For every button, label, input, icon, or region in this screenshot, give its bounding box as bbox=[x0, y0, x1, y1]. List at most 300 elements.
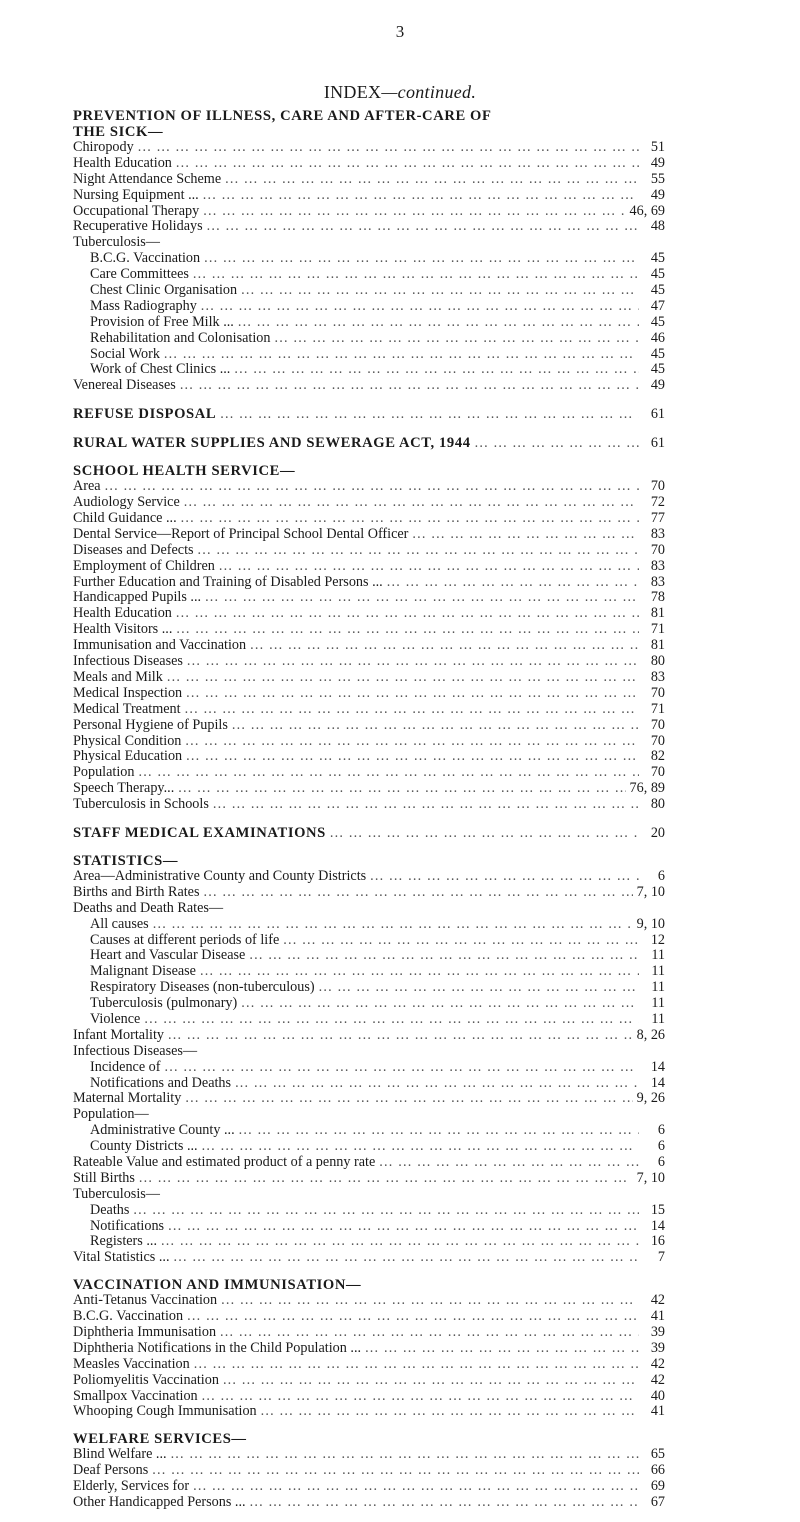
index-entry bbox=[73, 1447, 665, 1463]
entry-label: Diseases and Defects bbox=[73, 541, 194, 558]
entry-page: 71 bbox=[650, 621, 665, 638]
entry-label: Other Handicapped Persons ... bbox=[73, 1494, 246, 1511]
section-title: STATISTICS— bbox=[73, 852, 179, 869]
leader-dots bbox=[249, 948, 639, 964]
leader-dots bbox=[171, 1447, 639, 1463]
leader-dots bbox=[194, 1357, 639, 1373]
entry-label: Handicapped Pupils ... bbox=[73, 589, 202, 606]
index-entry bbox=[73, 1219, 665, 1235]
entry-label: Diphtheria Immunisation bbox=[73, 1324, 217, 1340]
entry-label: Diphtheria Notifications in the Child Population ... bbox=[73, 1339, 362, 1356]
entry-label: Further Education and Training of Disabled Persons ... bbox=[73, 573, 383, 590]
section-title: SCHOOL HEALTH SERVICE— bbox=[73, 463, 296, 480]
entry-label: Administrative County ... bbox=[90, 1122, 235, 1139]
index-entry bbox=[73, 362, 665, 378]
entry-label: Deaf Persons bbox=[73, 1462, 149, 1479]
index-entry bbox=[73, 283, 665, 299]
index-entry bbox=[73, 1389, 665, 1405]
entry-label: Area bbox=[73, 478, 101, 495]
index-entry bbox=[73, 718, 665, 734]
entry-page: 71 bbox=[650, 700, 665, 717]
entry-label: Whooping Cough Immunisation bbox=[73, 1403, 257, 1420]
entry-page: 70 bbox=[650, 541, 665, 558]
leader-dots bbox=[186, 749, 639, 765]
index-entry bbox=[73, 885, 665, 901]
leader-dots bbox=[241, 283, 639, 299]
leader-dots bbox=[330, 824, 639, 842]
leader-dots bbox=[138, 140, 639, 156]
entry-page: 11 bbox=[651, 979, 665, 996]
index-entry bbox=[73, 1203, 665, 1219]
entry-page: 45 bbox=[650, 345, 665, 362]
entry-label: Personal Hygiene of Pupils bbox=[73, 716, 228, 733]
index-entry bbox=[73, 901, 665, 917]
entry-label: Measles Vaccination bbox=[73, 1355, 190, 1372]
leader-dots bbox=[161, 1234, 639, 1250]
index-entry bbox=[73, 590, 665, 606]
entry-label: Immunisation and Vaccination bbox=[73, 637, 247, 654]
index-entry bbox=[73, 172, 665, 188]
entry-page: 77 bbox=[650, 510, 665, 527]
index-entry bbox=[73, 1171, 665, 1187]
entry-label: Infant Mortality bbox=[73, 1026, 165, 1043]
index-entry bbox=[73, 251, 665, 267]
entry-page: 42 bbox=[650, 1355, 665, 1372]
entry-label: Dental Service—Report of Principal School Dental Officer bbox=[73, 525, 409, 542]
leader-dots bbox=[178, 781, 625, 797]
entry-page: 80 bbox=[650, 796, 665, 813]
entry-page: 20 bbox=[650, 824, 665, 841]
entry-page: 81 bbox=[650, 637, 665, 654]
entry-label: Violence bbox=[90, 1010, 141, 1027]
leader-dots bbox=[234, 362, 639, 378]
entry-label: B.C.G. Vaccination bbox=[73, 1308, 184, 1325]
leader-dots bbox=[144, 1012, 639, 1028]
leader-dots bbox=[176, 622, 639, 638]
leader-dots bbox=[220, 1325, 639, 1341]
entry-page: 83 bbox=[650, 668, 665, 685]
entry-page: 45 bbox=[650, 266, 665, 283]
entry-label: Malignant Disease bbox=[90, 963, 196, 980]
entry-label: Anti-Tetanus Vaccination bbox=[73, 1292, 218, 1309]
entry-page: 6 bbox=[657, 1138, 665, 1155]
leader-dots bbox=[198, 543, 639, 559]
entry-label: Rateable Value and estimated product of a penny rate bbox=[73, 1153, 376, 1170]
entry-label: Physical Education bbox=[73, 748, 183, 765]
entry-page: 6 bbox=[657, 1122, 665, 1139]
leader-dots bbox=[138, 765, 639, 781]
index-entry bbox=[73, 156, 665, 172]
entry-label: Child Guidance ... bbox=[73, 510, 177, 527]
entry-label: Smallpox Vaccination bbox=[73, 1387, 198, 1404]
entry-label: Nursing Equipment ... bbox=[73, 186, 199, 203]
index-entry bbox=[73, 1495, 665, 1511]
leader-dots bbox=[193, 267, 639, 283]
index-section bbox=[73, 1431, 665, 1511]
leader-dots bbox=[193, 1479, 639, 1495]
index-entry bbox=[73, 1463, 665, 1479]
entry-label: County Districts ... bbox=[90, 1138, 198, 1155]
index-section bbox=[73, 824, 665, 842]
index-entry bbox=[73, 204, 665, 220]
leader-dots bbox=[250, 1495, 639, 1511]
index-entry bbox=[73, 933, 665, 949]
index-entry bbox=[73, 1155, 665, 1171]
leader-dots bbox=[220, 405, 639, 423]
leader-dots bbox=[168, 1028, 633, 1044]
leader-dots bbox=[185, 702, 639, 718]
leader-dots bbox=[205, 590, 639, 606]
entry-page: 8, 26 bbox=[636, 1026, 665, 1043]
index-entry bbox=[73, 140, 665, 156]
index-entry bbox=[73, 1187, 665, 1203]
entry-label: Notifications bbox=[90, 1217, 165, 1234]
entry-page: 70 bbox=[650, 684, 665, 701]
leader-dots bbox=[167, 670, 639, 686]
entry-label: Registers ... bbox=[90, 1233, 157, 1250]
entry-label: Births and Birth Rates bbox=[73, 883, 200, 900]
leader-dots bbox=[202, 1139, 639, 1155]
entry-page: 65 bbox=[650, 1446, 665, 1463]
entry-label: Still Births bbox=[73, 1169, 135, 1186]
leader-dots bbox=[235, 1076, 639, 1092]
entry-page: 61 bbox=[650, 435, 665, 452]
index-entry bbox=[73, 964, 665, 980]
leader-dots bbox=[204, 251, 639, 267]
index-entry bbox=[73, 1044, 665, 1060]
index-entry bbox=[73, 670, 665, 686]
entry-label: Deaths and Death Rates— bbox=[73, 899, 224, 916]
entry-label: Blind Welfare ... bbox=[73, 1446, 167, 1463]
leader-dots bbox=[185, 1091, 632, 1107]
index-entry bbox=[73, 331, 665, 347]
index-entry bbox=[73, 638, 665, 654]
entry-label: Mass Radiography bbox=[90, 297, 197, 314]
leader-dots bbox=[241, 996, 639, 1012]
leader-dots bbox=[261, 1404, 639, 1420]
entry-label: Tuberculosis (pulmonary) bbox=[90, 995, 238, 1012]
leader-dots bbox=[187, 654, 639, 670]
entry-page: 41 bbox=[650, 1308, 665, 1325]
leader-dots bbox=[164, 347, 639, 363]
index-entry bbox=[73, 1341, 665, 1357]
entry-page: 11 bbox=[651, 947, 665, 964]
entry-page: 11 bbox=[651, 963, 665, 980]
leader-dots bbox=[225, 172, 639, 188]
index-section bbox=[73, 108, 665, 394]
index-entry bbox=[73, 235, 665, 251]
index-entry bbox=[73, 1234, 665, 1250]
leader-dots bbox=[207, 219, 639, 235]
leader-dots bbox=[274, 331, 639, 347]
index-top-entry bbox=[73, 434, 665, 452]
index-entry bbox=[73, 1028, 665, 1044]
entry-page: 49 bbox=[650, 377, 665, 394]
entry-page: 81 bbox=[650, 605, 665, 622]
entry-label: STAFF MEDICAL EXAMINATIONS bbox=[73, 824, 326, 841]
entry-label: Work of Chest Clinics ... bbox=[90, 361, 231, 378]
entry-page: 42 bbox=[650, 1292, 665, 1309]
leader-dots bbox=[219, 559, 639, 575]
entry-label: Chest Clinic Organisation bbox=[90, 282, 238, 299]
entry-label: Vital Statistics ... bbox=[73, 1249, 170, 1266]
entry-label: Heart and Vascular Disease bbox=[90, 947, 246, 964]
leader-dots bbox=[152, 1463, 639, 1479]
entry-page: 69 bbox=[650, 1478, 665, 1495]
leader-dots bbox=[181, 511, 639, 527]
index-entry bbox=[73, 734, 665, 750]
index-entry bbox=[73, 267, 665, 283]
leader-dots bbox=[232, 718, 639, 734]
index-heading-suffix: —continued. bbox=[381, 82, 477, 102]
entry-label: Causes at different periods of life bbox=[90, 931, 280, 948]
entry-page: 39 bbox=[650, 1339, 665, 1356]
entry-label: All causes bbox=[90, 915, 149, 932]
leader-dots bbox=[184, 495, 639, 511]
entry-page: 67 bbox=[650, 1494, 665, 1511]
entry-page: 7, 10 bbox=[636, 883, 665, 900]
index-entry bbox=[73, 1250, 665, 1266]
index-entry bbox=[73, 479, 665, 495]
entry-page: 45 bbox=[650, 361, 665, 378]
entry-page: 47 bbox=[650, 297, 665, 314]
entry-page: 51 bbox=[650, 139, 665, 155]
index-section bbox=[73, 1277, 665, 1420]
index-heading bbox=[0, 82, 800, 103]
leader-dots bbox=[250, 638, 639, 654]
index-section bbox=[73, 853, 665, 1266]
entry-page: 70 bbox=[650, 716, 665, 733]
entry-label: Chiropody bbox=[73, 139, 134, 155]
index-entry bbox=[73, 1012, 665, 1028]
leader-dots bbox=[201, 299, 639, 315]
entry-label: Tuberculosis— bbox=[73, 1185, 160, 1202]
leader-dots bbox=[221, 1293, 639, 1309]
entry-label: Health Visitors ... bbox=[73, 621, 173, 638]
section-title: WELFARE SERVICES— bbox=[73, 1431, 247, 1448]
entry-label: Social Work bbox=[90, 345, 160, 362]
entry-page: 42 bbox=[650, 1371, 665, 1388]
entry-label: Elderly, Services for bbox=[73, 1478, 190, 1495]
entry-label: Population bbox=[73, 764, 135, 781]
entry-label: Tuberculosis in Schools bbox=[73, 796, 209, 813]
leader-dots bbox=[204, 885, 633, 901]
index-top-entry bbox=[73, 824, 665, 842]
index-entry bbox=[73, 781, 665, 797]
section-title-continued: THE SICK— bbox=[73, 124, 164, 140]
index-entry bbox=[73, 948, 665, 964]
index-entry bbox=[73, 1060, 665, 1076]
index-entry bbox=[73, 797, 665, 813]
leader-dots bbox=[174, 1250, 640, 1266]
entry-label: Maternal Mortality bbox=[73, 1090, 182, 1107]
entry-label: Respiratory Diseases (non-tuberculous) bbox=[90, 979, 315, 996]
leader-dots bbox=[176, 606, 639, 622]
entry-page: 66 bbox=[650, 1462, 665, 1479]
index-entry bbox=[73, 1091, 665, 1107]
entry-page: 83 bbox=[650, 525, 665, 542]
entry-page: 70 bbox=[650, 478, 665, 495]
leader-dots bbox=[203, 188, 639, 204]
index-entry bbox=[73, 315, 665, 331]
leader-dots bbox=[379, 1155, 639, 1171]
index-heading-main: INDEX bbox=[323, 82, 382, 102]
entry-page: 14 bbox=[650, 1058, 665, 1075]
index-entry bbox=[73, 654, 665, 670]
leader-dots bbox=[223, 1373, 639, 1389]
index-entry bbox=[73, 378, 665, 394]
index-entry bbox=[73, 1076, 665, 1092]
entry-page: 6 bbox=[657, 867, 665, 884]
entry-page: 7 bbox=[657, 1249, 665, 1266]
leader-dots bbox=[168, 1219, 639, 1235]
entry-label: REFUSE DISPOSAL bbox=[73, 406, 217, 423]
entry-page: 70 bbox=[650, 764, 665, 781]
index-entry bbox=[73, 299, 665, 315]
entry-page: 61 bbox=[650, 406, 665, 423]
leader-dots bbox=[187, 1309, 639, 1325]
leader-dots bbox=[133, 1203, 639, 1219]
entry-page: 39 bbox=[650, 1324, 665, 1340]
index-entry bbox=[73, 219, 665, 235]
index-entry bbox=[73, 1373, 665, 1389]
page-number: 3 bbox=[395, 22, 405, 41]
entry-page: 40 bbox=[650, 1387, 665, 1404]
index-entry bbox=[73, 1357, 665, 1373]
leader-dots bbox=[105, 479, 639, 495]
leader-dots bbox=[185, 734, 639, 750]
entry-label: Area—Administrative County and County Districts bbox=[73, 867, 367, 884]
entry-label: Medical Treatment bbox=[73, 700, 181, 717]
index-top-entry bbox=[73, 405, 665, 423]
entry-page: 16 bbox=[650, 1233, 665, 1250]
entry-label: B.C.G. Vaccination bbox=[90, 250, 201, 267]
entry-page: 45 bbox=[650, 313, 665, 330]
index-section bbox=[73, 463, 665, 813]
entry-label: RURAL WATER SUPPLIES AND SEWERAGE ACT, 1944 bbox=[73, 435, 471, 452]
entry-page: 6 bbox=[657, 1153, 665, 1170]
leader-dots bbox=[203, 204, 625, 220]
index-entry bbox=[73, 749, 665, 765]
index-entry bbox=[73, 543, 665, 559]
section-title: VACCINATION AND IMMUNISATION— bbox=[73, 1277, 362, 1294]
entry-page: 11 bbox=[651, 1010, 665, 1027]
index-section bbox=[73, 405, 665, 423]
leader-dots bbox=[213, 797, 639, 813]
entry-label: Employment of Children bbox=[73, 557, 215, 574]
leader-dots bbox=[365, 1341, 639, 1357]
entry-page: 82 bbox=[650, 748, 665, 765]
index-entry bbox=[73, 606, 665, 622]
index-entry bbox=[73, 1123, 665, 1139]
index-entry bbox=[73, 1325, 665, 1341]
entry-label: Night Attendance Scheme bbox=[73, 170, 222, 187]
leader-dots bbox=[283, 933, 639, 949]
index-entry bbox=[73, 495, 665, 511]
entry-label: Medical Inspection bbox=[73, 684, 183, 701]
index-entry bbox=[73, 622, 665, 638]
entry-page: 46 bbox=[650, 329, 665, 346]
leader-dots bbox=[238, 315, 639, 331]
entry-page: 70 bbox=[650, 732, 665, 749]
entry-label: Physical Condition bbox=[73, 732, 182, 749]
index-entry bbox=[73, 1404, 665, 1420]
entry-page: 72 bbox=[650, 494, 665, 511]
section-title: PREVENTION OF ILLNESS, CARE AND AFTER-CARE OF bbox=[73, 108, 492, 124]
leader-dots bbox=[186, 686, 639, 702]
entry-label: Meals and Milk bbox=[73, 668, 163, 685]
entry-page: 76, 89 bbox=[629, 780, 665, 797]
index-entry bbox=[73, 1107, 665, 1123]
entry-page: 45 bbox=[650, 282, 665, 299]
entry-page: 11 bbox=[651, 995, 665, 1012]
index-entry bbox=[73, 559, 665, 575]
index-entry bbox=[73, 917, 665, 933]
leader-dots bbox=[412, 527, 639, 543]
index-entry bbox=[73, 1479, 665, 1495]
entry-page: 83 bbox=[650, 573, 665, 590]
entry-label: Audiology Service bbox=[73, 494, 180, 511]
leader-dots bbox=[202, 1389, 639, 1405]
entry-page: 49 bbox=[650, 186, 665, 203]
index-section bbox=[73, 434, 665, 452]
index-list bbox=[73, 108, 665, 1522]
leader-dots bbox=[165, 1060, 639, 1076]
index-entry bbox=[73, 702, 665, 718]
entry-label: Incidence of bbox=[90, 1058, 161, 1075]
leader-dots bbox=[153, 917, 633, 933]
entry-page: 78 bbox=[650, 589, 665, 606]
entry-page: 9, 26 bbox=[636, 1090, 665, 1107]
entry-label: Care Committees bbox=[90, 266, 189, 283]
entry-page: 80 bbox=[650, 653, 665, 670]
index-entry bbox=[73, 1309, 665, 1325]
entry-page: 41 bbox=[650, 1403, 665, 1420]
leader-dots bbox=[200, 964, 639, 980]
index-entry bbox=[73, 1139, 665, 1155]
index-entry bbox=[73, 527, 665, 543]
entry-page: 49 bbox=[650, 154, 665, 171]
leader-dots bbox=[475, 434, 639, 452]
entry-label: Provision of Free Milk ... bbox=[90, 313, 234, 330]
entry-page: 15 bbox=[650, 1201, 665, 1218]
entry-page: 9, 10 bbox=[636, 915, 665, 932]
index-entry bbox=[73, 869, 665, 885]
entry-label: Rehabilitation and Colonisation bbox=[90, 329, 271, 346]
entry-page: 12 bbox=[650, 931, 665, 948]
entry-label: Recuperative Holidays bbox=[73, 218, 203, 235]
entry-page: 83 bbox=[650, 557, 665, 574]
entry-page: 14 bbox=[650, 1217, 665, 1234]
index-entry bbox=[73, 765, 665, 781]
entry-label: Notifications and Deaths bbox=[90, 1074, 232, 1091]
leader-dots bbox=[239, 1123, 639, 1139]
entry-page: 48 bbox=[650, 218, 665, 235]
entry-label: Speech Therapy... bbox=[73, 780, 175, 797]
leader-dots bbox=[370, 869, 639, 885]
entry-page: 46, 69 bbox=[629, 202, 665, 219]
entry-label: Deaths bbox=[90, 1201, 130, 1218]
index-entry bbox=[73, 347, 665, 363]
index-entry bbox=[73, 996, 665, 1012]
entry-label: Population— bbox=[73, 1106, 149, 1123]
entry-label: Infectious Diseases bbox=[73, 653, 183, 670]
leader-dots bbox=[387, 575, 639, 591]
entry-label: Health Education bbox=[73, 605, 172, 622]
index-entry bbox=[73, 511, 665, 527]
index-entry bbox=[73, 686, 665, 702]
entry-label: Infectious Diseases— bbox=[73, 1042, 198, 1059]
